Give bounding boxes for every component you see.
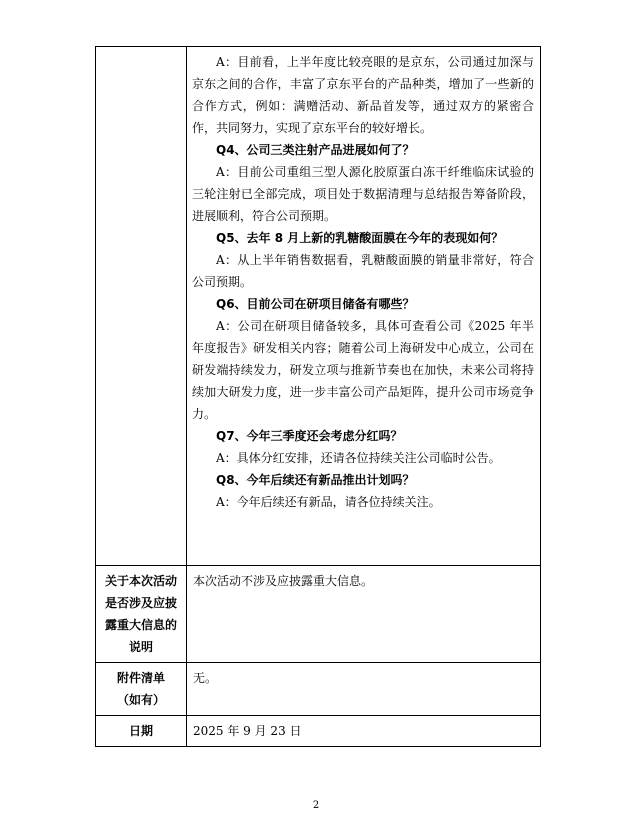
question-q5: Q5、去年 8 月上新的乳糖酸面膜在今年的表现如何？	[216, 231, 504, 245]
answer-q3: A：目前看，上半年度比较亮眼的是京东，公司通过加深与京东之间的合作，丰富了京东平台的产品种类，增加了一些新的合作方式，例如：满赠活动、新品首发等，通过双方的紧密合作，共同努力，实现了京东平台的较好增长。	[192, 55, 534, 135]
answer-q7: A：具体分红安排，还请各位持续关注公司临时公告。	[216, 451, 501, 465]
question-q8: Q8、今年后续还有新品推出计划吗？	[216, 473, 415, 487]
investor-relations-table	[95, 46, 541, 747]
answer-q4: A：目前公司重组三型人源化胶原蛋白冻干纤维临床试验的三轮注射已全部完成，项目处于数据清理与总结报告筹备阶段，进展顺利，符合公司预期。	[192, 165, 534, 223]
qa-content-cell	[187, 47, 541, 566]
qa-list	[187, 47, 540, 517]
attachments-label-cell	[96, 663, 187, 716]
date-label-cell	[96, 716, 187, 747]
date-row	[96, 716, 541, 747]
attachments-value-cell	[187, 663, 541, 716]
disclosure-label-cell	[96, 566, 187, 663]
question-q6: Q6、目前公司在研项目储备有哪些？	[216, 297, 415, 311]
date-value-cell	[187, 716, 541, 747]
answer-q6: A：公司在研项目储备较多，具体可查看公司《2025 年半年度报告》研发相关内容；随着公司上海研发中心成立，公司在研发端持续发力，研发立项与推新节奏也在加快，未来公司将持续加大研发力度，进一步丰富公司产品矩阵，提升公司市场竞争力。	[192, 319, 534, 421]
attachments-label-line2: （如有）	[116, 693, 165, 707]
qa-row	[96, 47, 541, 566]
question-q4: Q4、公司三类注射产品进展如何了？	[216, 143, 415, 157]
disclosure-row	[96, 566, 541, 663]
answer-q5: A：从上半年销售数据看，乳糖酸面膜的销量非常好，符合公司预期。	[192, 253, 534, 289]
attachments-row	[96, 663, 541, 716]
date-value: 2025 年 9 月 23 日	[193, 724, 302, 738]
attachments-value: 无。	[193, 671, 218, 685]
disclosure-label: 关于本次活动是否涉及应披露重大信息的说明	[104, 574, 177, 654]
disclosure-value: 本次活动不涉及应披露重大信息。	[193, 574, 374, 588]
qa-label-cell	[96, 47, 187, 566]
attachments-label	[96, 663, 186, 715]
answer-q8: A：今年后续还有新品，请各位持续关注。	[216, 495, 441, 509]
question-q7: Q7、今年三季度还会考虑分红吗？	[216, 429, 403, 443]
disclosure-value-cell	[187, 566, 541, 663]
date-label: 日期	[128, 724, 153, 738]
page-number: 2	[312, 800, 320, 811]
attachments-label-line1: 附件清单	[116, 671, 165, 685]
